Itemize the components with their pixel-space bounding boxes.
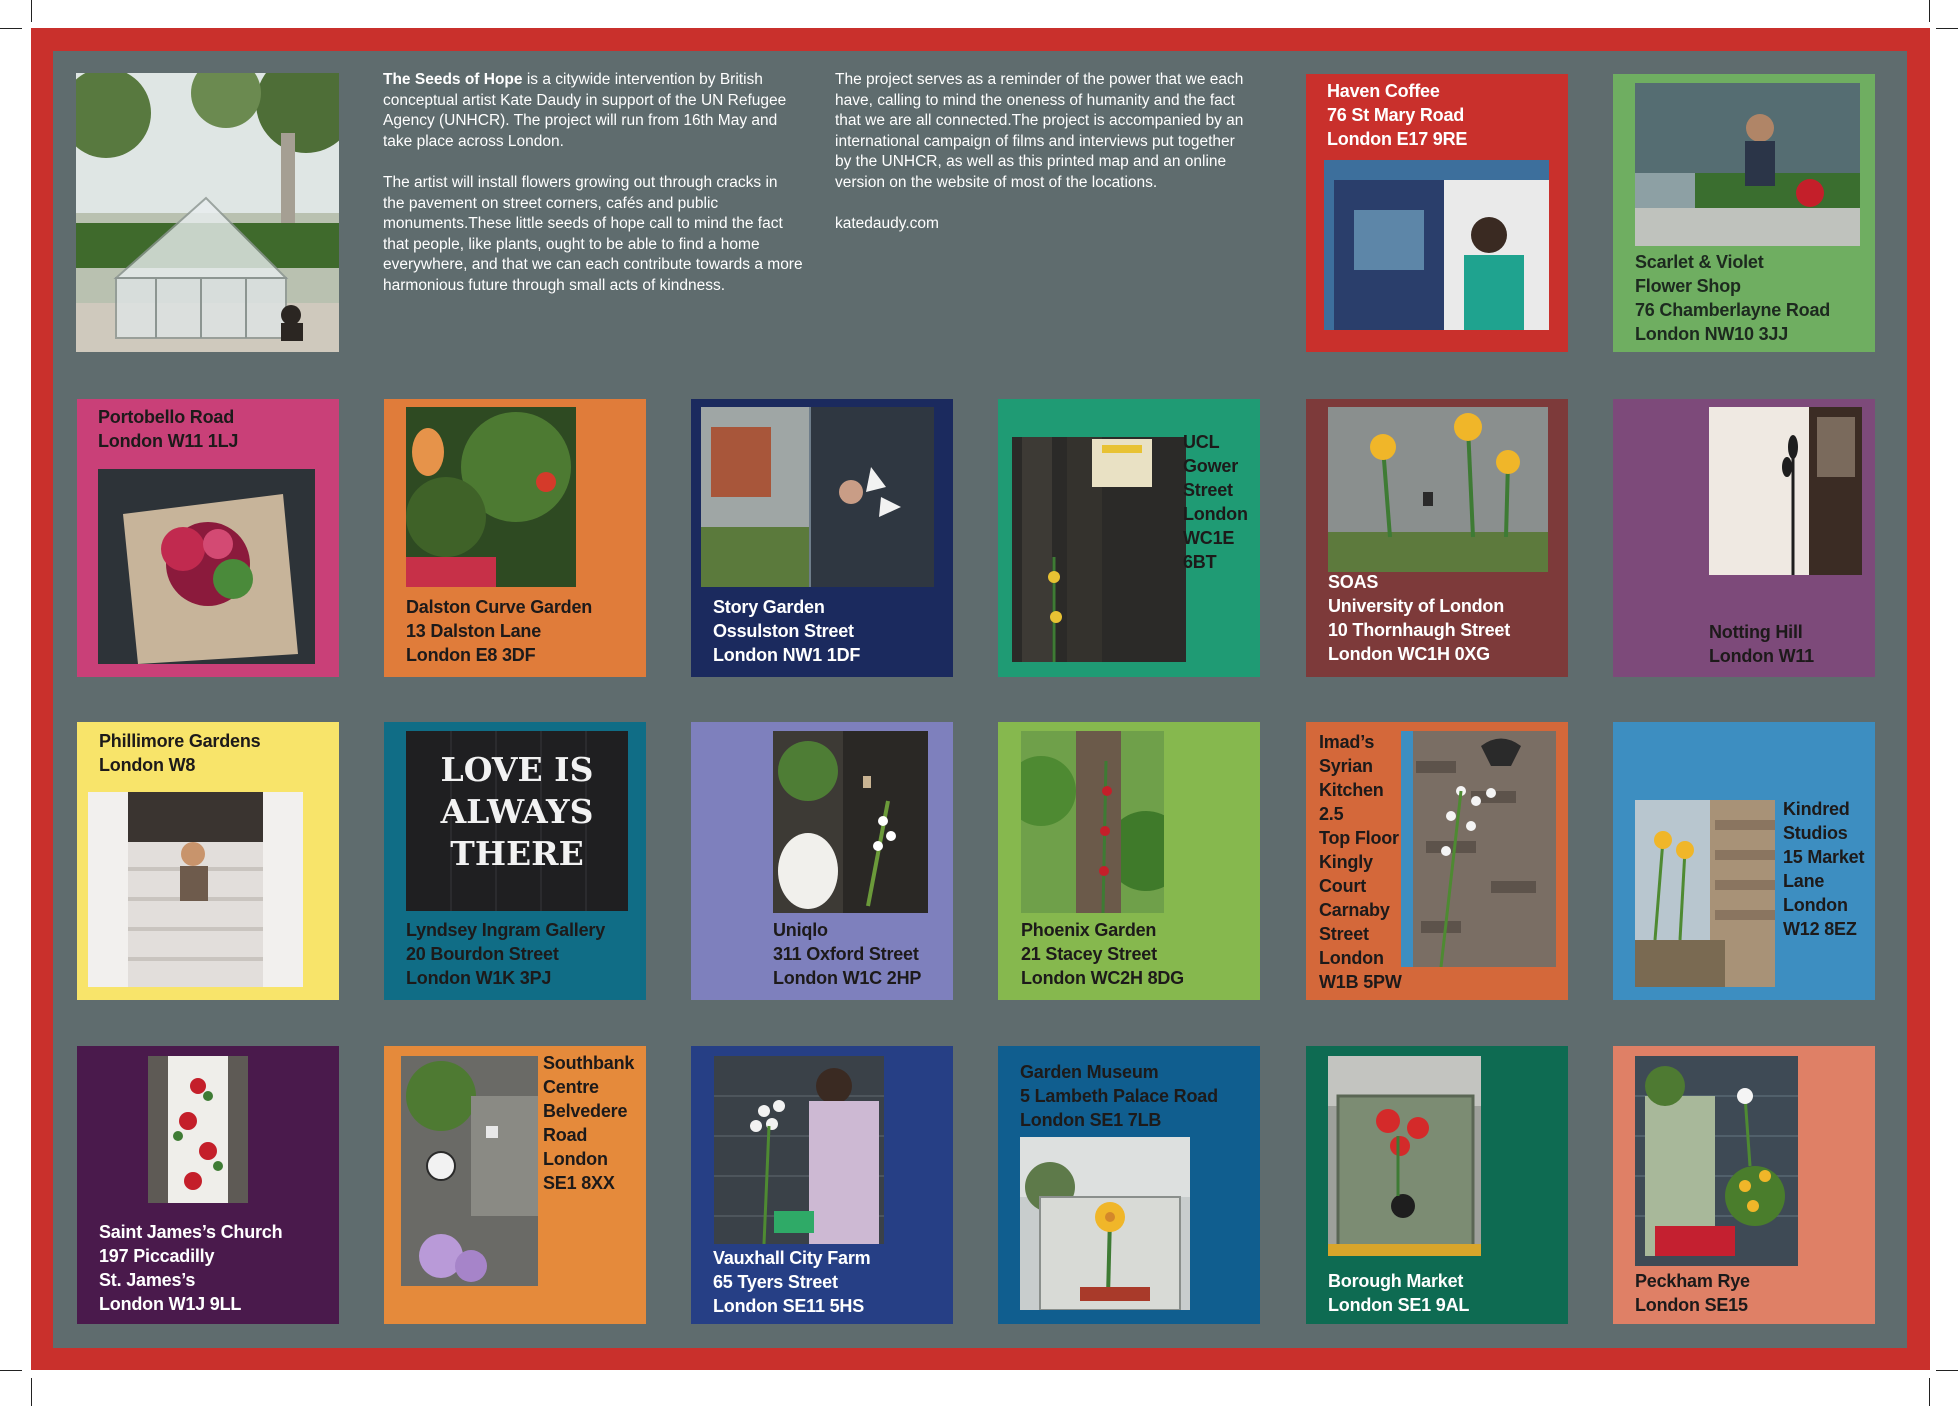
- location-card-kindred-studios: [1613, 722, 1875, 1000]
- location-label: Uniqlo 311 Oxford Street London W1C 2HP: [773, 920, 922, 988]
- location-label: Southbank Centre Belvedere Road London SE1 8XX: [543, 1053, 635, 1193]
- location-label: UCL Gower Street London WC1E 6BT: [1183, 432, 1248, 572]
- trim-mark: [0, 1370, 22, 1371]
- intro-text: is a citywide intervention by British conceptual artist Kate Daudy in support of the UN Refugee Agency (UNHCR). The project will run from 16th May and take place across London.: [383, 71, 787, 150]
- trim-mark: [1929, 0, 1930, 22]
- trim-mark: [0, 28, 22, 29]
- location-card-southbank: [384, 1046, 646, 1324]
- notting-hill-photo: [1709, 407, 1862, 575]
- phillimore-photo: [88, 792, 303, 987]
- trim-mark: [31, 0, 32, 22]
- garden-museum-photo: [1020, 1137, 1190, 1310]
- vauxhall-photo: [714, 1056, 884, 1244]
- portobello-photo: [98, 469, 315, 664]
- love-sign-line-1: LOVE IS: [440, 750, 594, 789]
- trim-mark: [1929, 1378, 1930, 1406]
- location-card-uniqlo: [691, 722, 953, 1000]
- location-card-garden-museum: [998, 1046, 1260, 1324]
- location-card-phoenix-garden: [998, 722, 1260, 1000]
- trim-mark: [1936, 1370, 1958, 1371]
- greenhouse-photo: [76, 73, 339, 352]
- location-card-scarlet-violet: [1613, 74, 1875, 352]
- location-card-phillimore: [77, 722, 339, 1000]
- location-label: Borough Market London SE1 9AL: [1328, 1271, 1470, 1315]
- location-card-ucl: [998, 399, 1260, 677]
- saint-james-photo: [148, 1056, 248, 1203]
- location-card-notting-hill: [1613, 399, 1875, 677]
- location-card-soas: [1306, 399, 1568, 677]
- intro-paragraph-3: The project serves as a reminder of the power that we each have, calling to mind the oneness of humanity and the fact that we are all connected.The project is accompanied by an international campaign of films and interviews put together by the UNHCR, as well as this printed map and an online version on the website of most of the locations.: [835, 71, 1244, 191]
- location-label: Lyndsey Ingram Gallery 20 Bourdon Street London W1K 3PJ: [406, 920, 606, 988]
- location-label: Notting Hill London W11: [1709, 622, 1814, 666]
- trim-mark: [1936, 28, 1958, 29]
- trim-mark: [31, 1378, 32, 1406]
- website-link[interactable]: katedaudy.com: [835, 215, 939, 233]
- uniqlo-photo: [773, 731, 928, 913]
- location-label: Dalston Curve Garden 13 Dalston Lane London E8 3DF: [406, 597, 593, 665]
- ucl-photo: [1012, 437, 1186, 662]
- phoenix-garden-photo: [1021, 731, 1164, 913]
- lyndsey-ingram-photo: [406, 731, 628, 911]
- story-garden-photo: [701, 407, 934, 587]
- location-card-borough-market: [1306, 1046, 1568, 1324]
- intro-column-1: [383, 70, 803, 317]
- location-label: SOAS University of London 10 Thornhaugh Street London WC1H 0XG: [1328, 572, 1511, 664]
- love-sign-line-2: ALWAYS: [440, 792, 594, 831]
- borough-market-photo: [1328, 1056, 1481, 1256]
- southbank-photo: [401, 1056, 538, 1286]
- location-label: Imad’s Syrian Kitchen 2.5 Top Floor Kingly Court Carnaby Street London W1B 5PW: [1319, 732, 1402, 992]
- location-label: Story Garden Ossulston Street London NW1 1DF: [713, 597, 861, 665]
- location-label: Phillimore Gardens London W8: [99, 731, 261, 775]
- location-card-saint-james: [77, 1046, 339, 1324]
- location-card-peckham-rye: [1613, 1046, 1875, 1324]
- location-label: Kindred Studios 15 Market Lane London W12 8EZ: [1783, 799, 1865, 939]
- location-label: Portobello Road London W11 1LJ: [98, 407, 239, 451]
- imads-kitchen-photo: [1401, 731, 1556, 967]
- location-card-imads-kitchen: [1306, 722, 1568, 1000]
- kindred-studios-photo: [1635, 800, 1775, 987]
- location-label: Scarlet & Violet Flower Shop 76 Chamberlayne Road London NW10 3JJ: [1635, 252, 1831, 344]
- location-card-dalston-curve: [384, 399, 646, 677]
- soas-photo: [1328, 407, 1548, 572]
- location-label: Saint James’s Church 197 Piccadilly St. James’s London W1J 9LL: [99, 1222, 283, 1314]
- location-card-haven-coffee: [1306, 74, 1568, 352]
- project-title: The Seeds of Hope: [383, 71, 523, 88]
- haven-coffee-photo: [1324, 160, 1549, 330]
- location-card-portobello-road: [77, 399, 339, 677]
- location-label: Phoenix Garden 21 Stacey Street London WC2H 8DG: [1021, 920, 1184, 988]
- intro-paragraph-1: [383, 70, 803, 152]
- love-sign-line-3: THERE: [450, 834, 584, 873]
- location-card-story-garden: [691, 399, 953, 677]
- location-label: Haven Coffee 76 St Mary Road London E17 9RE: [1327, 81, 1468, 149]
- dalston-photo: [406, 407, 576, 587]
- peckham-rye-photo: [1635, 1056, 1798, 1266]
- flower-shop-photo: [1635, 83, 1860, 246]
- location-card-lyndsey-ingram: [384, 722, 646, 1000]
- intro-paragraph-2: The artist will install flowers growing out through cracks in the pavement on street corners, cafés and public monuments.These little seeds of hope call to mind the fact that people, like plants, ought to be able to find a home everywhere, and that we can each contribute towards a more harmonious future through small acts of kindness.: [383, 173, 803, 294]
- location-label: Vauxhall City Farm 65 Tyers Street London SE11 5HS: [713, 1248, 871, 1316]
- intro-column-2: [835, 70, 1253, 255]
- location-card-vauxhall-city-farm: [691, 1046, 953, 1324]
- location-label: Peckham Rye London SE15: [1635, 1271, 1750, 1315]
- location-label: Garden Museum 5 Lambeth Palace Road London SE1 7LB: [1020, 1062, 1218, 1130]
